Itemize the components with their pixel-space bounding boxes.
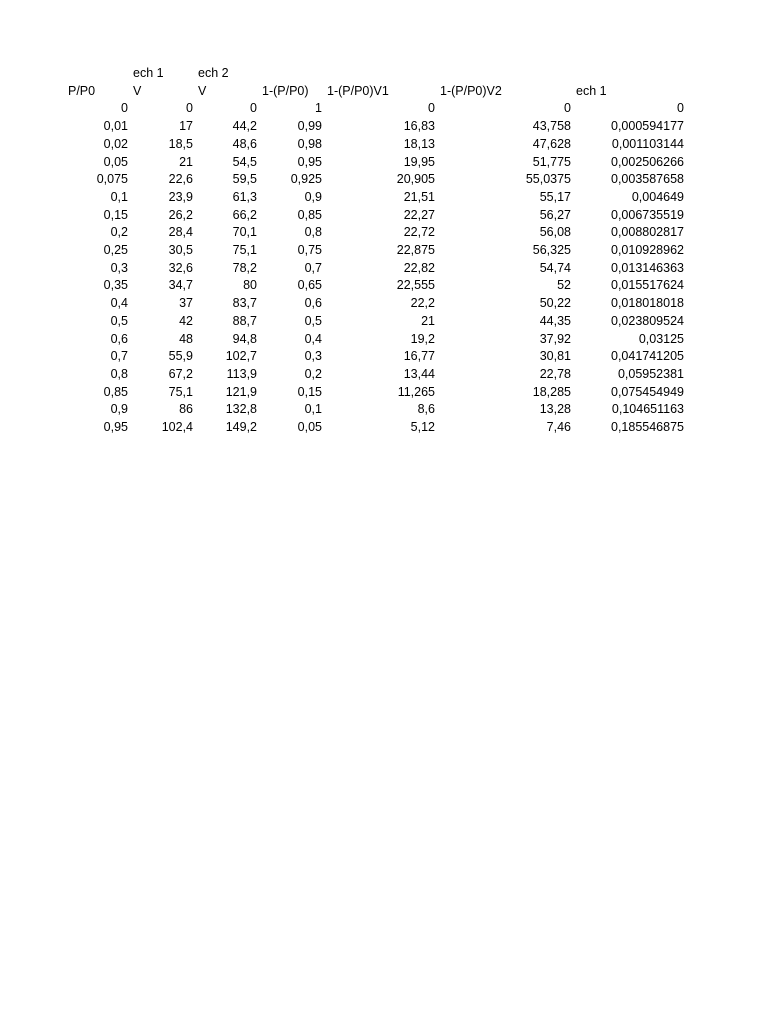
cell-ech1-result: 0,000594177	[611, 119, 684, 134]
cell-one-minus-p-p0-v1: 19,2	[410, 331, 435, 346]
cell-p-p0: 0,95	[103, 420, 128, 434]
cell-v-ech1: 26,2	[168, 207, 193, 222]
cell-one-minus-p-p0-v2: 56,325	[532, 243, 571, 257]
cell-v-ech1: 32,6	[168, 260, 193, 275]
cell-p-p0: 0,01	[103, 119, 128, 134]
cell-one-minus-p-p0-v1: 20,905	[396, 172, 435, 187]
cell-v-ech1: 86	[179, 402, 193, 417]
cell-one-minus-p-p0-v2: 30,81	[539, 349, 571, 364]
cell-one-minus-p-p0: 0,2	[304, 366, 322, 381]
cell-one-minus-p-p0-v1: 21,51	[403, 189, 435, 204]
cell-p-p0: 0,3	[110, 260, 128, 275]
cell-v-ech2: 54,5	[232, 154, 257, 169]
cell-p-p0: 0,4	[110, 296, 128, 311]
cell-v-ech1: 18,5	[168, 136, 193, 151]
cell-one-minus-p-p0-v2: 18,285	[532, 384, 571, 399]
cell-ech1-result: 0,003587658	[611, 172, 684, 187]
cell-v-ech2: 59,5	[232, 172, 257, 187]
cell-one-minus-p-p0: 0,3	[304, 349, 322, 364]
cell-p-p0: 0,35	[103, 278, 128, 293]
cell-one-minus-p-p0: 0,75	[297, 243, 322, 257]
cell-one-minus-p-p0-v2: 43,758	[532, 119, 571, 134]
cell-v-ech1: 55,9	[168, 349, 193, 364]
cell-v-ech2: 61,3	[232, 189, 257, 204]
cell-one-minus-p-p0: 0,99	[297, 119, 322, 134]
cell-ech1-result: 0,023809524	[611, 313, 684, 328]
cell-ech1-result: 0,010928962	[611, 243, 684, 257]
cell-v-ech2: 75,1	[232, 243, 257, 257]
cell-p-p0: 0,15	[103, 207, 128, 222]
cell-p-p0: 0,02	[103, 136, 128, 151]
cell-v-ech1: 17	[179, 119, 193, 134]
cell-v-ech1: 102,4	[161, 420, 193, 434]
cell-p-p0: 0,85	[103, 384, 128, 399]
cell-p-p0: 0,1	[110, 189, 128, 204]
cell-ech1-result: 0,013146363	[611, 260, 684, 275]
cell-one-minus-p-p0-v1: 22,82	[403, 260, 435, 275]
cell-v-ech1: 0	[186, 101, 193, 116]
cell-v-ech1: 21	[179, 154, 193, 169]
cell-one-minus-p-p0: 0,1	[304, 402, 322, 417]
cell-one-minus-p-p0: 0,15	[297, 384, 322, 399]
cell-v-ech1: 23,9	[168, 189, 193, 204]
cell-ech1-result: 0,185546875	[611, 420, 684, 434]
cell-p-p0: 0,5	[110, 313, 128, 328]
cell-ech1-result: 0,018018018	[611, 296, 684, 311]
header-2-ech1-result: ech 1	[576, 83, 607, 98]
cell-one-minus-p-p0-v2: 51,775	[532, 154, 571, 169]
cell-v-ech2: 78,2	[232, 260, 257, 275]
cell-p-p0: 0,2	[110, 225, 128, 240]
cell-one-minus-p-p0-v2: 44,35	[539, 313, 571, 328]
cell-p-p0: 0,05	[103, 154, 128, 169]
cell-one-minus-p-p0-v1: 22,875	[396, 243, 435, 257]
cell-one-minus-p-p0-v1: 11,265	[397, 384, 435, 399]
cell-one-minus-p-p0-v2: 54,74	[539, 260, 571, 275]
cell-ech1-result: 0,05952381	[617, 366, 684, 381]
header-2-p-p0: P/P0	[68, 83, 96, 98]
header-2-v-ech1: V	[133, 83, 142, 98]
cell-one-minus-p-p0-v2: 47,628	[532, 136, 571, 151]
cell-one-minus-p-p0-v2: 13,28	[539, 402, 571, 417]
header-2-v-ech2: V	[198, 83, 207, 98]
cell-v-ech1: 28,4	[168, 225, 193, 240]
cell-one-minus-p-p0: 1	[315, 101, 322, 116]
cell-v-ech2: 48,6	[232, 136, 257, 151]
cell-v-ech2: 121,9	[225, 384, 257, 399]
header-2-one-minus-p-p0-v2: 1-(P/P0)V2	[440, 83, 502, 98]
header-2-one-minus-p-p0: 1-(P/P0)	[262, 83, 309, 98]
cell-v-ech1: 67,2	[168, 366, 193, 381]
cell-one-minus-p-p0: 0,98	[297, 136, 322, 151]
cell-one-minus-p-p0-v1: 21	[421, 313, 435, 328]
cell-one-minus-p-p0-v2: 56,08	[539, 225, 571, 240]
cell-one-minus-p-p0-v2: 55,17	[539, 189, 571, 204]
cell-one-minus-p-p0-v1: 22,555	[396, 278, 435, 293]
cell-one-minus-p-p0: 0,7	[304, 260, 322, 275]
cell-p-p0: 0,8	[110, 366, 128, 381]
cell-one-minus-p-p0-v2: 52	[557, 278, 571, 293]
cell-ech1-result: 0,104651163	[611, 402, 684, 417]
cell-one-minus-p-p0-v2: 7,46	[546, 420, 571, 434]
cell-one-minus-p-p0: 0,925	[290, 172, 322, 187]
header-1-v-ech2: ech 2	[198, 66, 229, 80]
cell-ech1-result: 0,015517624	[611, 278, 684, 293]
cell-one-minus-p-p0-v1: 19,95	[403, 154, 435, 169]
cell-one-minus-p-p0-v2: 37,92	[539, 331, 571, 346]
cell-one-minus-p-p0-v1: 16,83	[403, 119, 435, 134]
cell-one-minus-p-p0-v1: 16,77	[403, 349, 435, 364]
cell-one-minus-p-p0-v1: 13,44	[403, 366, 435, 381]
cell-one-minus-p-p0-v1: 22,27	[403, 207, 435, 222]
cell-v-ech2: 113,9	[226, 366, 257, 381]
cell-one-minus-p-p0-v1: 8,6	[417, 402, 435, 417]
cell-v-ech2: 66,2	[232, 207, 257, 222]
cell-one-minus-p-p0-v2: 22,78	[539, 366, 571, 381]
cell-v-ech1: 42	[179, 313, 193, 328]
cell-one-minus-p-p0: 0,65	[297, 278, 322, 293]
cell-v-ech2: 88,7	[232, 313, 257, 328]
cell-v-ech1: 37	[179, 296, 193, 311]
cell-one-minus-p-p0-v1: 22,2	[410, 296, 435, 311]
cell-v-ech2: 44,2	[232, 119, 257, 134]
cell-ech1-result: 0,004649	[631, 189, 684, 204]
cell-one-minus-p-p0-v1: 22,72	[403, 225, 435, 240]
cell-ech1-result: 0,041741205	[611, 349, 684, 364]
cell-v-ech1: 22,6	[168, 172, 193, 187]
cell-one-minus-p-p0: 0,6	[304, 296, 322, 311]
cell-one-minus-p-p0-v1: 0	[428, 101, 435, 116]
cell-v-ech2: 70,1	[232, 225, 257, 240]
cell-ech1-result: 0,002506266	[611, 154, 684, 169]
cell-v-ech2: 94,8	[232, 331, 257, 346]
cell-p-p0: 0,9	[110, 402, 128, 417]
cell-v-ech1: 48	[179, 331, 193, 346]
cell-v-ech2: 0	[250, 101, 257, 116]
cell-v-ech2: 80	[243, 278, 257, 293]
cell-one-minus-p-p0: 0,9	[304, 189, 322, 204]
cell-one-minus-p-p0: 0,8	[304, 225, 322, 240]
cell-one-minus-p-p0-v1: 18,13	[403, 136, 435, 151]
cell-one-minus-p-p0: 0,4	[304, 331, 322, 346]
cell-one-minus-p-p0-v2: 0	[564, 101, 571, 116]
cell-one-minus-p-p0-v2: 50,22	[539, 296, 571, 311]
cell-one-minus-p-p0: 0,05	[297, 420, 322, 434]
cell-p-p0: 0	[121, 101, 128, 116]
cell-one-minus-p-p0: 0,85	[297, 207, 322, 222]
cell-v-ech1: 30,5	[168, 243, 193, 257]
cell-v-ech2: 149,2	[225, 420, 257, 434]
header-2-one-minus-p-p0-v1: 1-(P/P0)V1	[327, 83, 389, 98]
header-1-v-ech1: ech 1	[133, 66, 164, 80]
cell-v-ech2: 102,7	[225, 349, 257, 364]
cell-v-ech1: 75,1	[168, 384, 193, 399]
cell-ech1-result: 0,075454949	[611, 384, 684, 399]
cell-one-minus-p-p0-v2: 55,0375	[525, 172, 571, 187]
cell-ech1-result: 0,008802817	[611, 225, 684, 240]
cell-p-p0: 0,25	[103, 243, 128, 257]
cell-one-minus-p-p0: 0,95	[297, 154, 322, 169]
cell-p-p0: 0,7	[110, 349, 128, 364]
cell-one-minus-p-p0-v2: 56,27	[539, 207, 571, 222]
cell-v-ech1: 34,7	[168, 278, 193, 293]
cell-ech1-result: 0	[677, 101, 684, 116]
cell-p-p0: 0,075	[96, 172, 128, 187]
cell-one-minus-p-p0-v1: 5,12	[410, 420, 435, 434]
cell-ech1-result: 0,006735519	[611, 207, 684, 222]
cell-v-ech2: 132,8	[225, 402, 257, 417]
cell-ech1-result: 0,001103144	[611, 136, 684, 151]
cell-one-minus-p-p0: 0,5	[304, 313, 322, 328]
cell-p-p0: 0,6	[110, 331, 128, 346]
cell-v-ech2: 83,7	[232, 296, 257, 311]
cell-ech1-result: 0,03125	[638, 331, 684, 346]
